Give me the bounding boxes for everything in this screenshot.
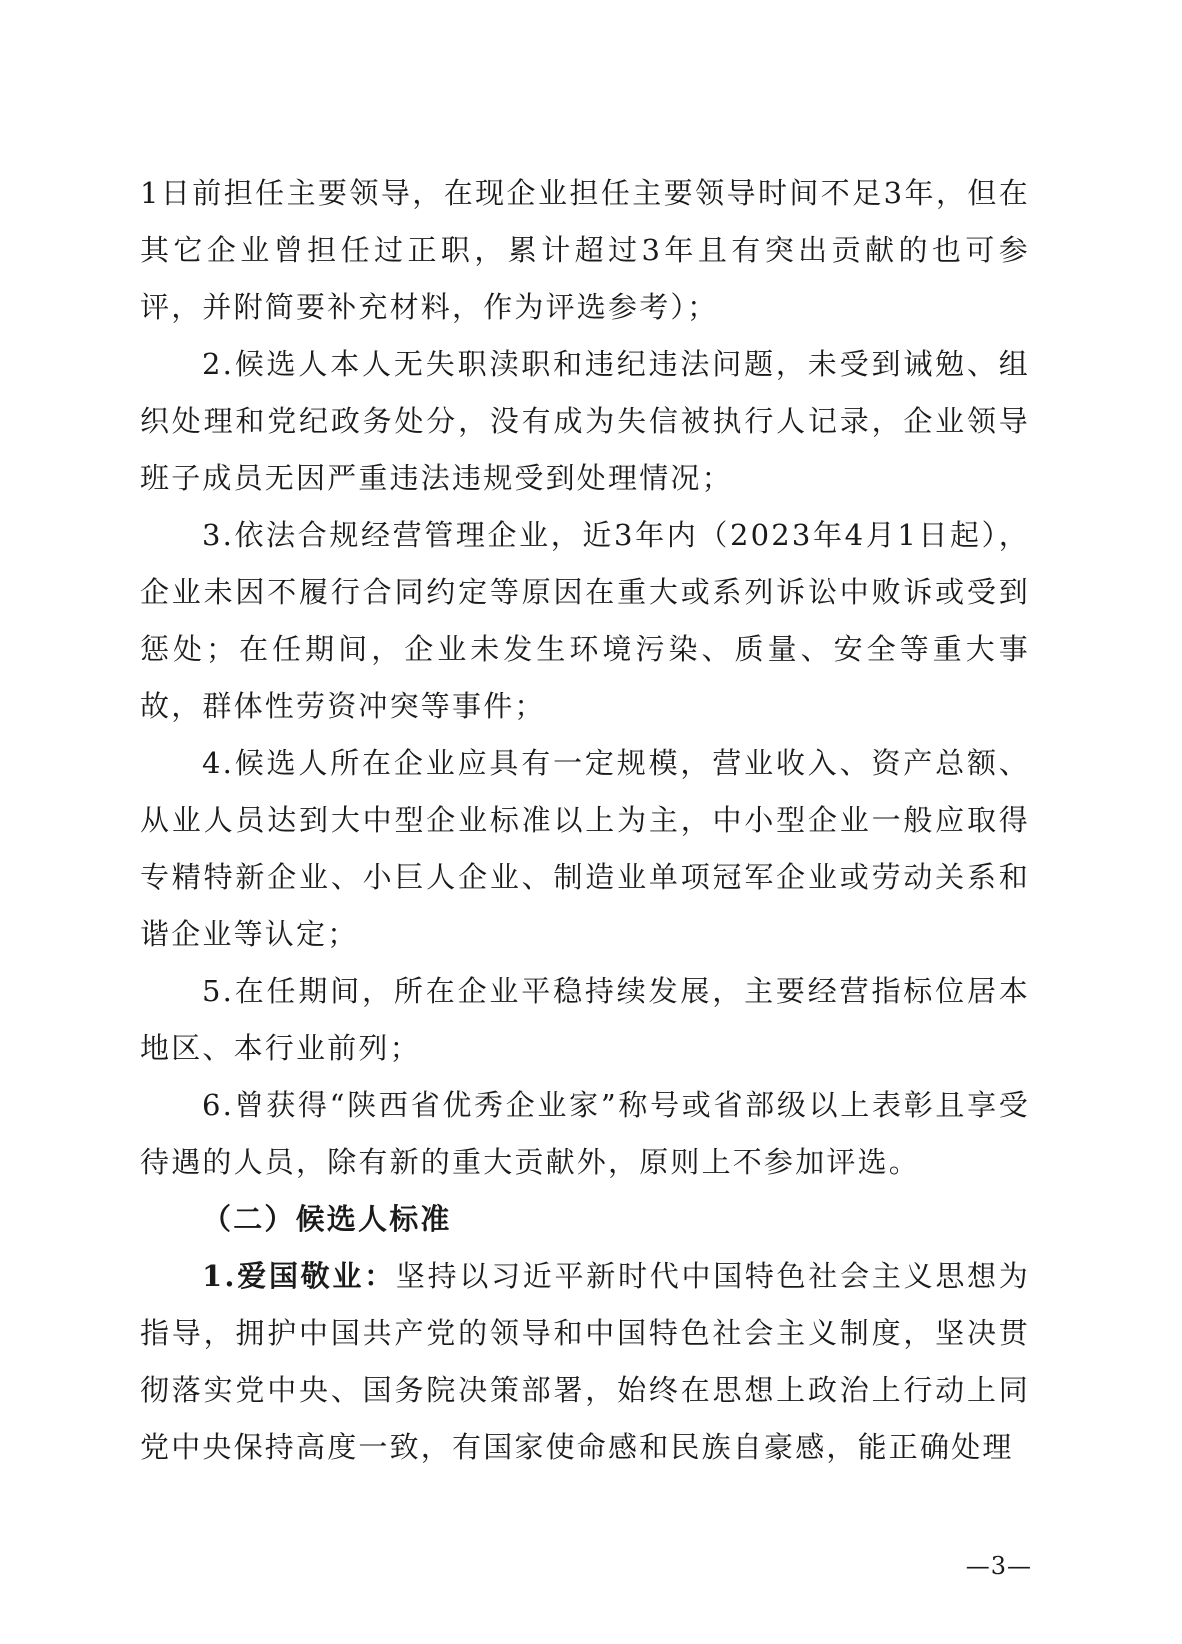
criteria-text: 坚持以习近平新时代中国特色社会主义思想为指导，拥护中国共产党的领导和中国特色社会主义制度，坚决贯彻落实党中央、国务院决策部署，始终在思想上政治上行动上同党中央保持高度一致，有国家使命感和民族自豪感，能正确处理 [140,1259,1030,1464]
page-number: —3— [965,1552,1032,1580]
document-body [140,165,1030,1476]
paragraph-item-2: 2.候选人本人无失职渎职和违纪违法问题，未受到诫勉、组织处理和党纪政务处分，没有成为失信被执行人记录，企业领导班子成员无因严重违法违规受到处理情况； [140,347,1030,495]
paragraph-item-5: 5.在任期间，所在企业平稳持续发展，主要经营指标位居本地区、本行业前列； [140,974,1030,1065]
paragraph-item-6: 6.曾获得“陕西省优秀企业家”称号或省部级以上表彰且享受待遇的人员，除有新的重大贡献外，原则上不参加评选。 [140,1088,1030,1179]
criteria-paragraph-1 [140,1248,1030,1476]
paragraph-item-3: 3.依法合规经营管理企业，近3年内（2023年4月1日起），企业未因不履行合同约定等原因在重大或系列诉讼中败诉或受到惩处；在任期间，企业未发生环境污染、质量、安全等重大事故，群体性劳资冲突等事件； [140,518,1030,723]
paragraph-continuation: 1日前担任主要领导，在现企业担任主要领导时间不足3年，但在其它企业曾担任过正职，累计超过3年且有突出贡献的也可参评，并附简要补充材料，作为评选参考）； [140,176,1030,324]
paragraph-item-4: 4.候选人所在企业应具有一定规模，营业收入、资产总额、从业人员达到大中型企业标准以上为主，中小型企业一般应取得专精特新企业、小巨人企业、制造业单项冠军企业或劳动关系和谐企业等认定； [140,746,1030,951]
criteria-lead: 1.爱国敬业： [202,1259,396,1293]
section-heading: （二）候选人标准 [202,1202,452,1236]
